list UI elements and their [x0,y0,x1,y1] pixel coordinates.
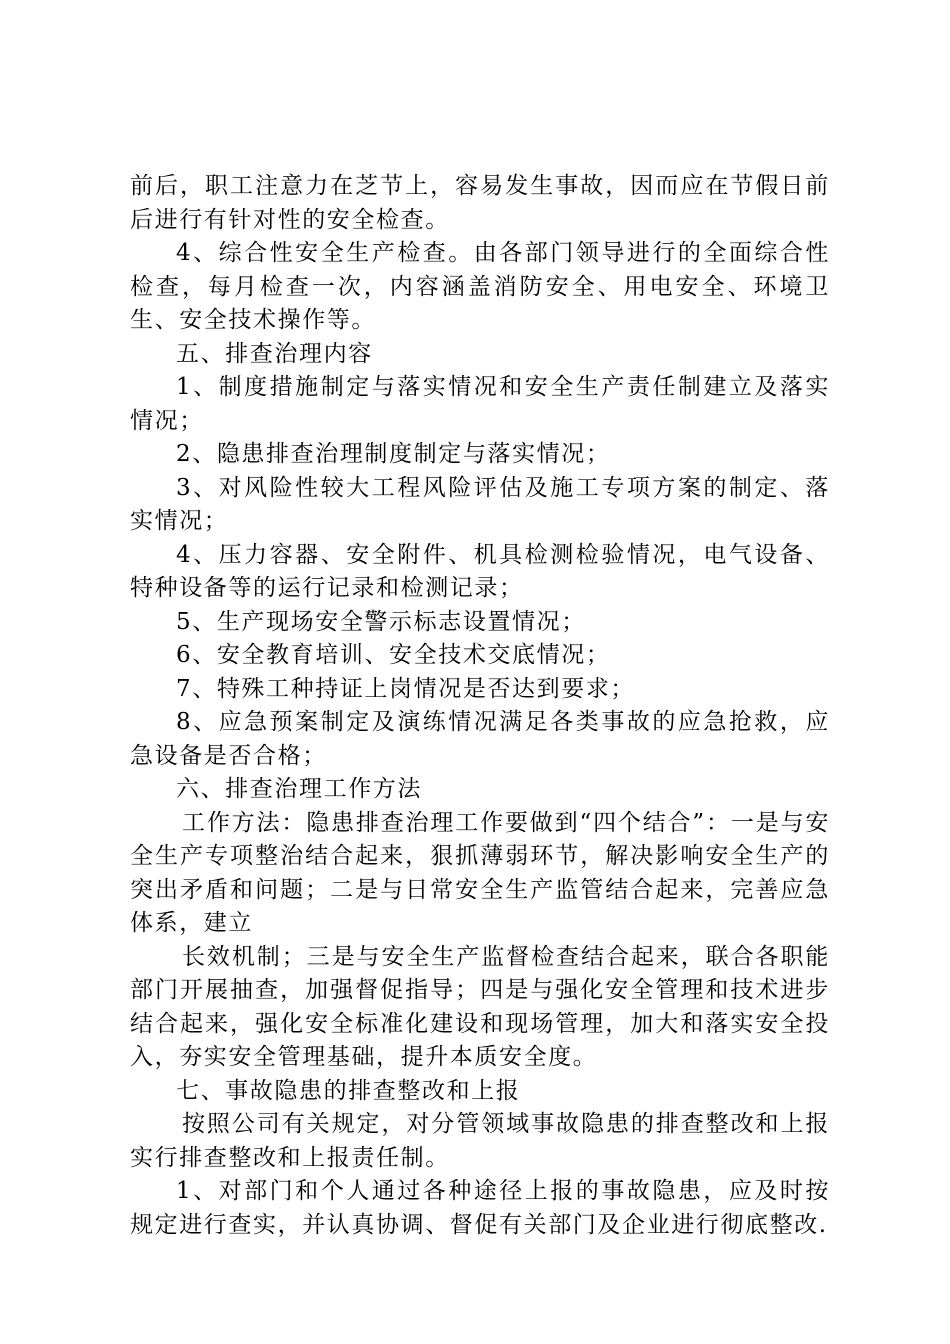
list-item-7: 7、特殊工种持证上岗情况是否达到要求； [176,675,636,702]
list-item-8: 8、应急预案制定及演练情况满足各类事故的应急抢救，应急设备是否合格； [130,709,830,769]
paragraph-long-term-mechanism: 长效机制；三是与安全生产监督检查结合起来，联合各职能部门开展抽查，加强督促指导；四是与强化安全管理和技术进步结合起来，强化安全标准化建设和现场管理，加大和落实安全投入，夯实安全管理基础，提升本质安全度。 [130,943,830,1070]
list-item-3: 3、对风险性较大工程风险评估及施工专项方案的制定、落实情况； [130,474,830,534]
section-heading-7: 七、事故隐患的排查整改和上报 [176,1077,521,1104]
document-body [130,170,830,1242]
paragraph-work-method: 工作方法：隐患排查治理工作要做到“四个结合”：一是与安全生产专项整治结合起来，狠抓薄弱环节，解决影响安全生产的突出矛盾和问题；二是与日常安全生产监管结合起来，完善应急体系，建立 [130,809,830,936]
paragraph-comprehensive-check: 4、综合性安全生产检查。由各部门领导进行的全面综合性检查，每月检查一次，内容涵盖消防安全、用电安全、环境卫生、安全技术操作等。 [130,240,830,333]
list-item-2: 2、隐患排查治理制度制定与落实情况； [176,441,611,467]
list-item-1: 1、制度措施制定与落实情况和安全生产责任制建立及落实情况； [130,374,830,434]
section-heading-5: 五、排查治理内容 [176,340,373,367]
list-item-4: 4、压力容器、安全附件、机具检测检验情况，电气设备、特种设备等的运行记录和检测记录； [130,541,830,601]
paragraph-holiday-check-end: 前后，职工注意力在芝节上，容易发生事故，因而应在节假日前后进行有针对性的安全检查。 [130,173,830,233]
paragraph-company-rules: 按照公司有关规定，对分管领域事故隐患的排查整改和上报实行排查整改和上报责任制。 [130,1111,830,1171]
list-item-6: 6、安全教育培训、安全技术交底情况； [176,642,611,668]
list-item-5: 5、生产现场安全警示标志设置情况； [176,608,586,635]
list-item-report-1: 1、对部门和个人通过各种途径上报的事故隐患，应及时按规定进行查实，并认真协调、督促有关部门及企业进行彻底整改. [130,1178,830,1238]
section-heading-6: 六、排查治理工作方法 [176,776,422,802]
